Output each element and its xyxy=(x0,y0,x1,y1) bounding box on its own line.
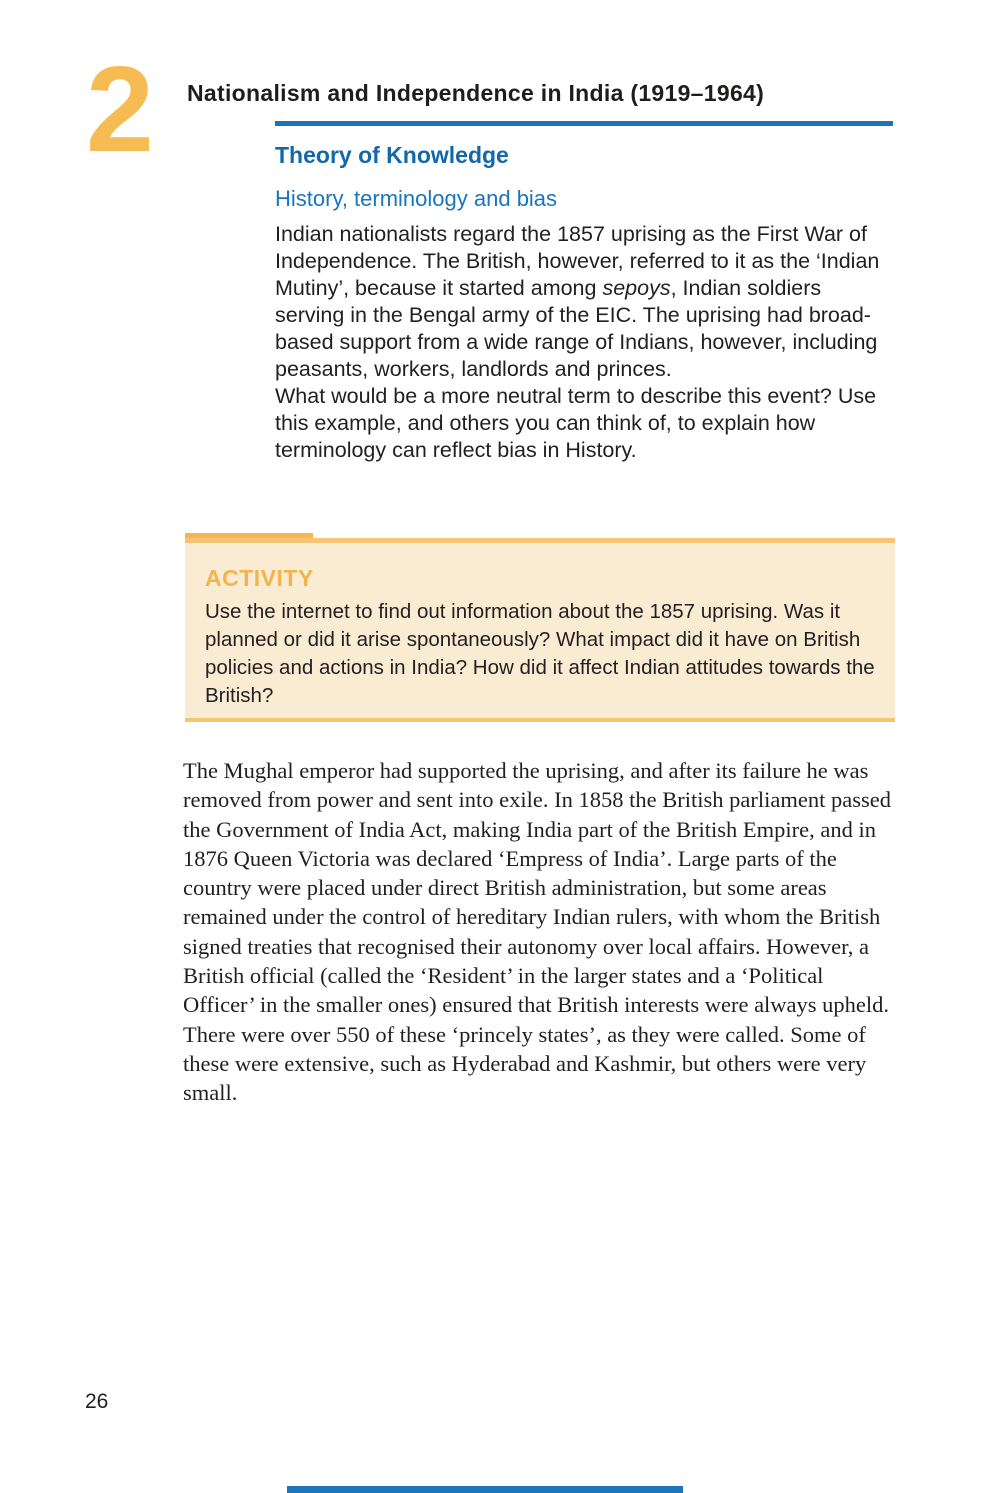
header-rule-divider xyxy=(275,121,893,126)
tok-paragraph-1-pre: Indian nationalists regard the 1857 uprising as the First War of Independence. The British, however, referred to it as the ‘Indian Mutiny’, because it started among xyxy=(275,222,880,300)
tok-paragraph-2: What would be a more neutral term to describe this event? Use this example, and others you can think of, to explain how terminology can reflect bias in History. xyxy=(275,384,877,462)
main-body-paragraph: The Mughal emperor had supported the uprising, and after its failure he was removed from power and sent into exile. In 1858 the British parliament passed the Government of India Act, making India part of the British Empire, and in 1876 Queen Victoria was declared ‘Empress of India’. Large parts of the country were placed under direct British administration, but some areas remained under the control of hereditary Indian rulers, with whom the British signed treaties that recognised their autonomy over local affairs. However, a British official (called the ‘Resident’ in the larger states and a ‘Political Officer’ in the smaller ones) ensured that British interests were always upheld. There were over 550 of these ‘princely states’, as they were called. Some of these were extensive, such as Hyderabad and Kashmir, but others were very small. xyxy=(183,758,891,1106)
tok-subheading: History, terminology and bias xyxy=(275,186,558,211)
chapter-number: 2 xyxy=(86,41,154,177)
activity-box xyxy=(185,538,895,722)
activity-heading: ACTIVITY xyxy=(205,565,314,591)
page-number: 26 xyxy=(85,1390,109,1413)
tok-paragraph-1-italic-term: sepoys xyxy=(602,276,671,300)
tok-paragraphs xyxy=(275,221,889,464)
tok-paragraph-1-post: , Indian soldiers serving in the Bengal army of the EIC. The uprising had broad-based support from a wide range of Indians, however, including peasants, workers, landlords and princes. xyxy=(275,276,878,381)
footer-accent-bar xyxy=(287,1486,683,1493)
chapter-title: Nationalism and Independence in India (1919–1964) xyxy=(187,80,765,106)
activity-body-text: Use the internet to find out information about the 1857 uprising. Was it planned or did it arise spontaneously? What impact did it have on British policies and actions in India? How did it affect Indian attitudes towards the British? xyxy=(205,600,875,707)
tok-heading: Theory of Knowledge xyxy=(275,142,509,168)
